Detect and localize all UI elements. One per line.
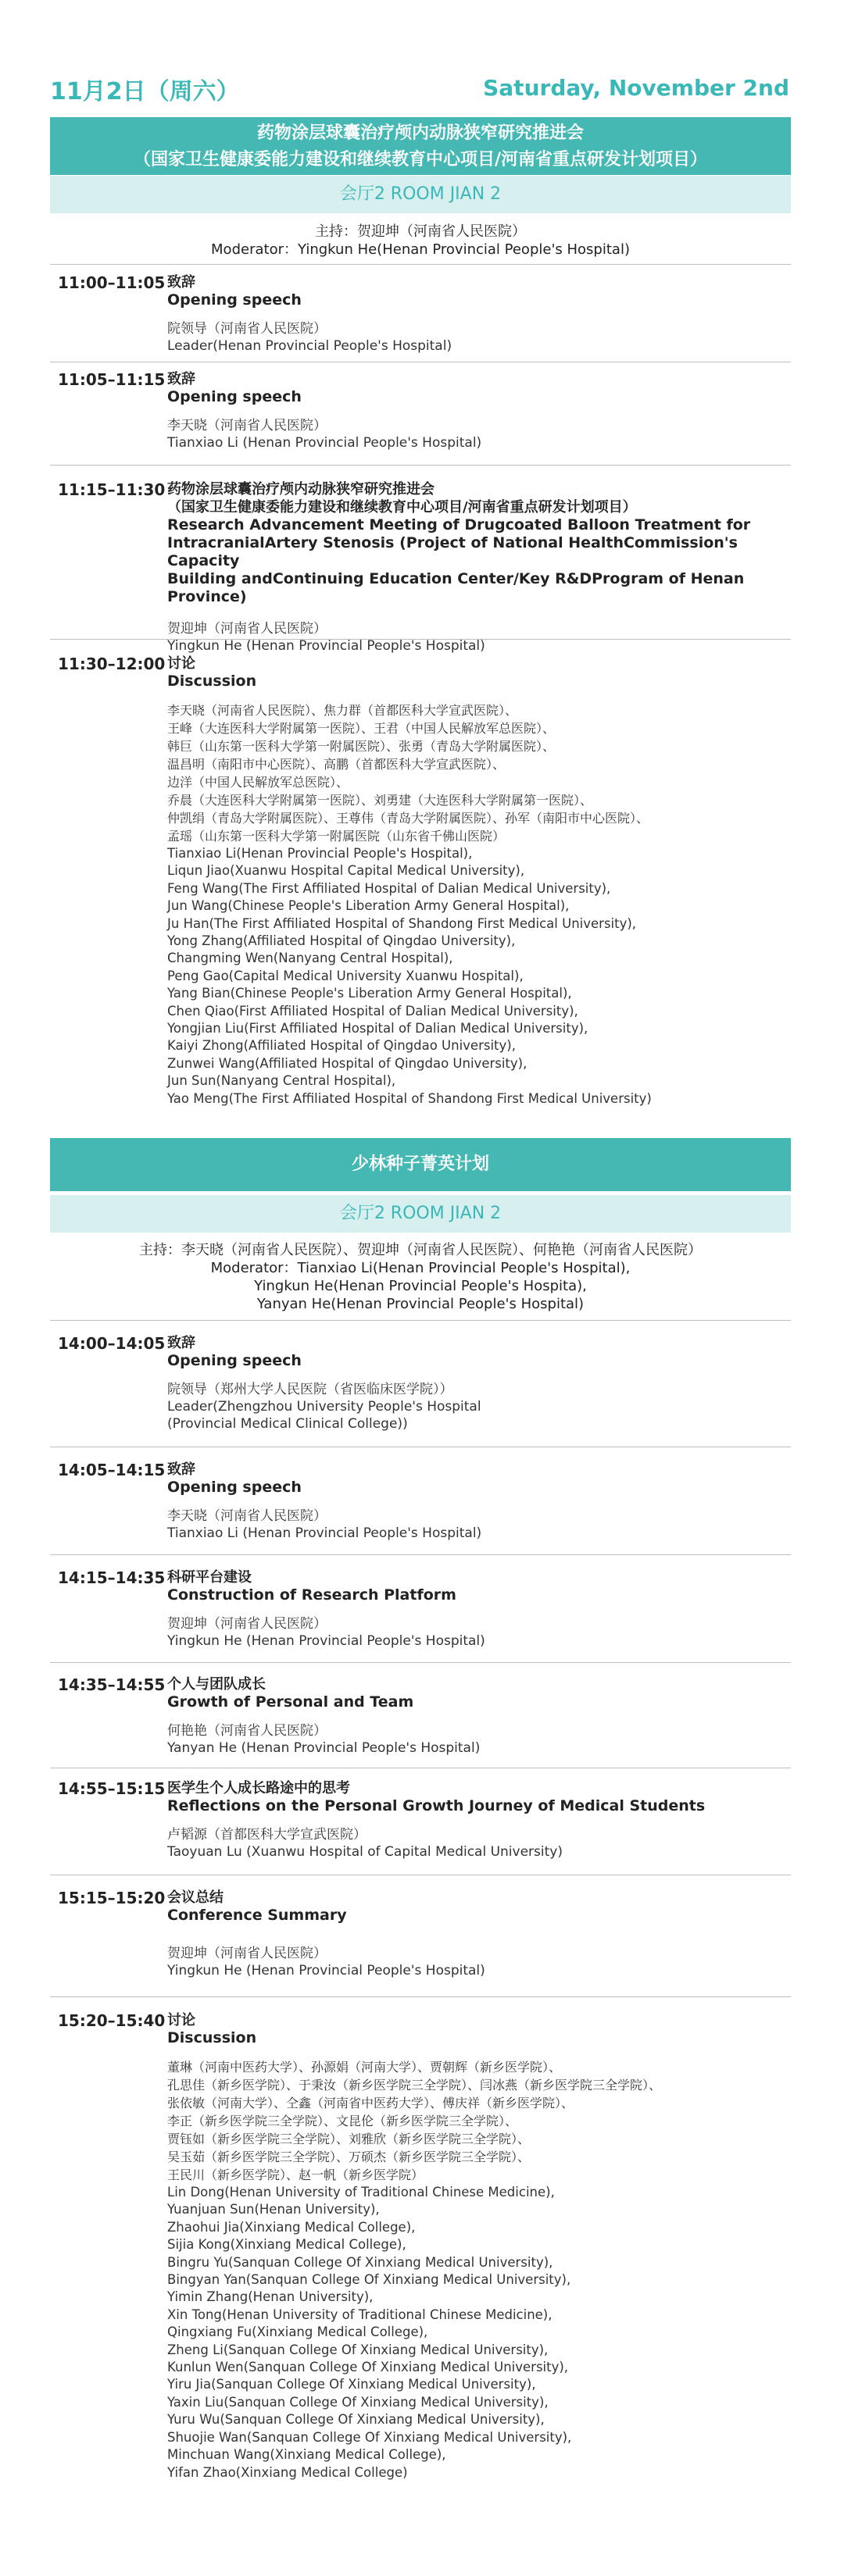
- divider: [50, 1662, 791, 1663]
- speaker-cn: 李天晓（河南省人民医院）: [167, 1508, 327, 1524]
- panel-line: Yuanjuan Sun(Henan University),: [167, 2202, 380, 2217]
- panel-line: Zunwei Wang(Affiliated Hospital of Qingdao University),: [167, 1055, 528, 1071]
- item-title-cn: 药物涂层球囊治疗颅内动脉狭窄研究推进会: [167, 481, 435, 498]
- session-title: 药物涂层球囊治疗颅内动脉狭窄研究推进会: [256, 123, 584, 143]
- panel-line: 董琳（河南中医药大学）、孙源娟（河南大学）、贾朝辉（新乡医学院）、: [167, 2060, 562, 2075]
- panel-line: Ju Han(The First Affiliated Hospital of Shandong First Medical University),: [167, 915, 637, 931]
- item-title-en-line: Building andContinuing Education Center/Key R&DProgram of Henan Province): [167, 570, 745, 605]
- panel-line: 王峰（大连医科大学附属第一医院）、王君（中国人民解放军总医院）、: [167, 721, 556, 736]
- panel-en-list: [167, 2184, 792, 2481]
- panel-line: Yaxin Liu(Sanquan College Of Xinxiang Medical University),: [167, 2394, 549, 2410]
- speaker-en: Yingkun He (Henan Provincial People's Hospital): [167, 1633, 485, 1649]
- panel-line: 王民川（新乡医学院）、赵一帆（新乡医学院）: [167, 2167, 424, 2182]
- item-time: 14:35–14:55: [58, 1675, 166, 1694]
- speaker-en: Taoyuan Lu (Xuanwu Hospital of Capital Medical University): [167, 1844, 563, 1860]
- item-title-en: Discussion: [167, 673, 257, 690]
- speaker-en: Tianxiao Li (Henan Provincial People's Hospital): [167, 1525, 482, 1541]
- item-time: 14:00–14:05: [58, 1334, 166, 1353]
- divider: [50, 639, 791, 640]
- panel-line: Liqun Jiao(Xuanwu Hospital Capital Medical University),: [167, 863, 525, 879]
- panel-line: 边洋（中国人民解放军总医院）、: [167, 775, 349, 790]
- host-cn: 主持：李天晓（河南省人民医院）、贺迎坤（河南省人民医院）、何艳艳（河南省人民医院）: [139, 1242, 702, 1258]
- divider: [50, 264, 791, 265]
- speaker-en-line: Leader(Zhengzhou University People's Hospital: [167, 1399, 481, 1415]
- item-title-cn: 个人与团队成长: [167, 1676, 266, 1693]
- moderator-en-line: Moderator：Tianxiao Li(Henan Provincial People's Hospital),: [210, 1260, 631, 1276]
- item-title-en-line: IntracranialArtery Stenosis (Project of National HealthCommission's Capacity: [167, 534, 738, 569]
- panel-line: Changming Wen(Nanyang Central Hospital),: [167, 951, 453, 966]
- item-time: 14:55–15:15: [58, 1779, 166, 1798]
- speaker-cn: 院领导（郑州大学人民医院（省医临床医学院））: [167, 1382, 453, 1397]
- item-title-en: Opening speech: [167, 388, 302, 405]
- item-title-en-line: Research Advancement Meeting of Drugcoated Balloon Treatment for: [167, 516, 751, 533]
- panel-line: Chen Qiao(First Affiliated Hospital of Dalian Medical University),: [167, 1003, 578, 1019]
- item-time: 11:30–12:00: [58, 655, 166, 673]
- panel-line: 贾钰如（新乡医学院三全学院）、刘雅欣（新乡医学院三全学院）、: [167, 2132, 531, 2146]
- panel-line: Yao Meng(The First Affiliated Hospital of Shandong First Medical University): [167, 1090, 652, 1106]
- panel-line: 温昌明（南阳市中心医院）、高鹏（首都医科大学宣武医院）、: [167, 757, 506, 772]
- item-time: 11:05–11:15: [58, 370, 166, 389]
- room-label: 会厅2 ROOM JIAN 2: [50, 1195, 791, 1233]
- session-subtitle: （国家卫生健康委能力建设和继续教育中心项目/河南省重点研发计划项目）: [133, 150, 708, 169]
- panel-line: Qingxiang Fu(Xinxiang Medical College),: [167, 2324, 428, 2340]
- speaker-cn: 院领导（河南省人民医院）: [167, 321, 327, 337]
- item-title-en: Discussion: [167, 2029, 257, 2046]
- session-title: 少林种子菁英计划: [351, 1154, 489, 1174]
- item-title-cn: 会议总结: [167, 1889, 224, 1906]
- speaker-cn: 贺迎坤（河南省人民医院）: [167, 1616, 327, 1632]
- panel-line: Kunlun Wen(Sanquan College Of Xinxiang Medical University),: [167, 2360, 569, 2375]
- divider: [50, 1320, 791, 1321]
- panel-en-list: [167, 845, 792, 1108]
- panel-line: Xin Tong(Henan University of Traditional Chinese Medicine),: [167, 2307, 553, 2322]
- item-title-en: Opening speech: [167, 1479, 302, 1496]
- divider: [50, 465, 791, 466]
- panel-line: Kaiyi Zhong(Affiliated Hospital of Qingdao University),: [167, 1038, 516, 1054]
- moderator-en: Moderator：Yingkun He(Henan Provincial People's Hospital): [211, 241, 630, 258]
- item-title-cn: 致辞: [167, 1461, 195, 1478]
- moderator-block: [50, 1241, 791, 1313]
- speaker-cn: 李天晓（河南省人民医院）: [167, 418, 327, 433]
- speaker-cn: 何艳艳（河南省人民医院）: [167, 1723, 327, 1739]
- panel-line: Zheng Li(Sanquan College Of Xinxiang Medical University),: [167, 2342, 549, 2357]
- speaker-en: Tianxiao Li (Henan Provincial People's Hospital): [167, 435, 482, 451]
- date-cn: 11月2日（周六）: [50, 78, 240, 105]
- item-title-en: Growth of Personal and Team: [167, 1693, 414, 1711]
- divider: [50, 1996, 791, 1997]
- session-banner: [50, 117, 791, 175]
- item-title-en: Opening speech: [167, 291, 302, 309]
- speaker-cn: 贺迎坤（河南省人民医院）: [167, 621, 327, 637]
- speaker-cn: 卢韬源（首都医科大学宣武医院）: [167, 1827, 367, 1843]
- panel-line: 吴玉茹（新乡医学院三全学院）、万硕杰（新乡医学院三全学院）、: [167, 2150, 531, 2164]
- speaker-en: Leader(Henan Provincial People's Hospital): [167, 338, 452, 354]
- item-title-cn: 讨论: [167, 655, 195, 672]
- item-time: 11:15–11:30: [58, 480, 166, 499]
- panel-line: 乔晨（大连医科大学附属第一医院）、刘勇建（大连医科大学附属第一医院）、: [167, 793, 593, 808]
- item-title-cn: 致辞: [167, 371, 195, 387]
- panel-line: Shuojie Wan(Sanquan College Of Xinxiang Medical University),: [167, 2429, 572, 2445]
- speaker-cn: 贺迎坤（河南省人民医院）: [167, 1946, 327, 1961]
- panel-line: Yimin Zhang(Henan University),: [167, 2289, 374, 2305]
- item-time: 15:15–15:20: [58, 1889, 166, 1907]
- item-title-en: Conference Summary: [167, 1907, 347, 1924]
- panel-line: Minchuan Wang(Xinxiang Medical College),: [167, 2447, 446, 2463]
- panel-line: Yiru Jia(Sanquan College Of Xinxiang Medical University),: [167, 2377, 536, 2392]
- speaker-en: Yanyan He (Henan Provincial People's Hospital): [167, 1740, 481, 1756]
- panel-line: Yifan Zhao(Xinxiang Medical College): [167, 2464, 408, 2480]
- room-label: 会厅2 ROOM JIAN 2: [50, 176, 791, 213]
- speaker-en-line: (Provincial Medical Clinical College)): [167, 1416, 408, 1432]
- panel-line: Sijia Kong(Xinxiang Medical College),: [167, 2237, 406, 2253]
- panel-line: 孔思佳（新乡医学院）、于秉汝（新乡医学院三全学院）、闫冰燕（新乡医学院三全学院）、: [167, 2078, 662, 2093]
- panel-line: Peng Gao(Capital Medical University Xuanwu Hospital),: [167, 968, 524, 983]
- divider: [50, 1554, 791, 1555]
- panel-line: 李正（新乡医学院三全学院）、文昆伦（新乡医学院三全学院）、: [167, 2114, 518, 2128]
- panel-line: Yang Bian(Chinese People's Liberation Army General Hospital),: [167, 986, 572, 1001]
- item-title-cn: 致辞: [167, 1335, 195, 1351]
- panel-line: Tianxiao Li(Henan Provincial People's Hospital),: [167, 846, 473, 861]
- panel-line: 李天晓（河南省人民医院）、焦力群（首都医科大学宣武医院）、: [167, 703, 518, 718]
- item-title-en: Construction of Research Platform: [167, 1586, 456, 1604]
- item-time: 11:00–11:05: [58, 273, 166, 292]
- item-title-cn: 科研平台建设: [167, 1569, 252, 1586]
- panel-cn-list: [167, 2058, 792, 2184]
- item-title-cn: 医学生个人成长路途中的思考: [167, 1780, 350, 1796]
- panel-line: Bingyan Yan(Sanquan College Of Xinxiang Medical University),: [167, 2272, 571, 2288]
- panel-line: 韩巨（山东第一医科大学第一附属医院）、张勇（青岛大学附属医院）、: [167, 739, 556, 754]
- item-title-cn: 讨论: [167, 2012, 195, 2028]
- panel-line: Bingru Yu(Sanquan College Of Xinxiang Medical University),: [167, 2254, 553, 2270]
- item-time: 14:05–14:15: [58, 1461, 166, 1479]
- panel-line: Zhaohui Jia(Xinxiang Medical College),: [167, 2219, 416, 2235]
- panel-line: 张依敏（河南大学）、仝鑫（河南省中医药大学）、傅庆祥（新乡医学院）、: [167, 2096, 574, 2110]
- item-title-en: Reflections on the Personal Growth Journey of Medical Students: [167, 1797, 706, 1814]
- moderator-en-line: Yanyan He(Henan Provincial People's Hospital): [256, 1296, 585, 1312]
- moderator-block: [50, 223, 791, 259]
- speaker-en: Yingkun He (Henan Provincial People's Hospital): [167, 638, 485, 654]
- panel-line: Jun Sun(Nanyang Central Hospital),: [167, 1073, 396, 1089]
- moderator-en-line: Yingkun He(Henan Provincial People's Hospita),: [254, 1278, 587, 1294]
- panel-line: Feng Wang(The First Affiliated Hospital of Dalian Medical University),: [167, 880, 611, 896]
- speaker-en: Yingkun He (Henan Provincial People's Hospital): [167, 1963, 485, 1978]
- host-cn: 主持：贺迎坤（河南省人民医院）: [315, 223, 526, 240]
- panel-line: Yongjian Liu(First Affiliated Hospital of Dalian Medical University),: [167, 1021, 588, 1036]
- panel-line: Yong Zhang(Affiliated Hospital of Qingdao University),: [167, 933, 516, 949]
- item-title-cn-2: （国家卫生健康委能力建设和继续教育中心项目/河南省重点研发计划项目）: [167, 499, 637, 516]
- panel-line: 孟瑶（山东第一医科大学第一附属医院（山东省千佛山医院）: [167, 829, 506, 844]
- item-title-cn: 致辞: [167, 274, 195, 291]
- item-time: 15:20–15:40: [58, 2011, 166, 2030]
- panel-line: 仲凯绢（青岛大学附属医院）、王尊伟（青岛大学附属医院）、孙军（南阳市中心医院）、: [167, 811, 649, 826]
- panel-line: Lin Dong(Henan University of Traditional Chinese Medicine),: [167, 2185, 555, 2200]
- panel-line: Yuru Wu(Sanquan College Of Xinxiang Medical University),: [167, 2412, 545, 2428]
- item-title-en: Opening speech: [167, 1352, 302, 1369]
- date-en: Saturday, November 2nd: [483, 75, 789, 101]
- date-header: [50, 72, 789, 119]
- panel-line: Jun Wang(Chinese People's Liberation Army General Hospital),: [167, 898, 570, 914]
- panel-cn-list: [167, 701, 792, 845]
- session-banner: [50, 1138, 791, 1191]
- item-time: 14:15–14:35: [58, 1568, 166, 1587]
